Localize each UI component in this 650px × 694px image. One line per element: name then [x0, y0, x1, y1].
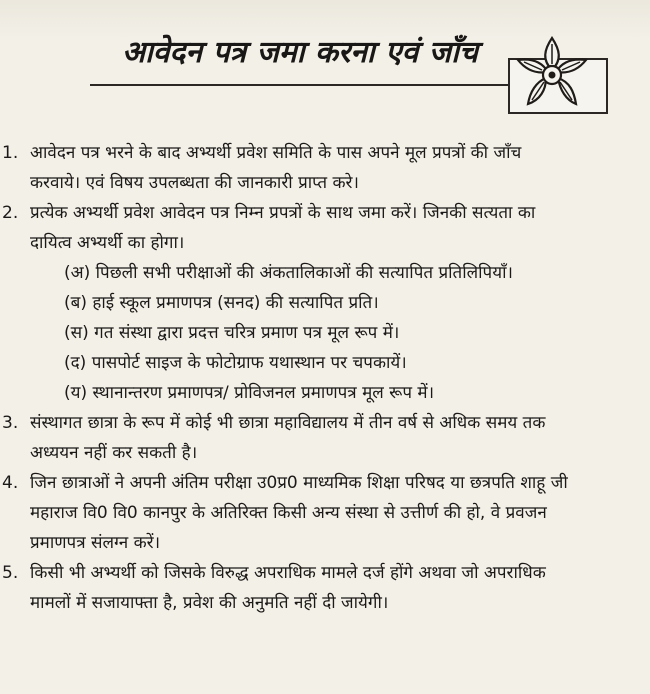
instruction-list: [0, 138, 650, 618]
item-number: 2.: [2, 203, 19, 223]
list-item-1: [0, 138, 650, 198]
item-number: 4.: [2, 473, 19, 493]
item-text-line: महाराज वि0 वि0 कानपुर के अतिरिक्त किसी अन्य संस्था से उत्तीर्ण की हो, वे प्रवजन: [30, 503, 547, 523]
item-number: 1.: [2, 143, 19, 163]
sub-item: (द) पासपोर्ट साइज के फोटोग्राफ यथास्थान पर चपकायें।: [64, 353, 407, 373]
item-text-line: संस्थागत छात्रा के रूप में कोई भी छात्रा महाविद्यालय में तीन वर्ष से अधिक समय तक: [30, 413, 546, 433]
list-item-2: [0, 198, 650, 408]
sub-item: (स) गत संस्था द्वारा प्रदत्त चरित्र प्रमाण पत्र मूल रूप में।: [64, 323, 400, 343]
list-item-3: [0, 408, 650, 468]
heading-block: [90, 28, 510, 92]
sub-item: (य) स्थानान्तरण प्रमाणपत्र/ प्रोविजनल प्रमाणपत्र मूल रूप में।: [64, 383, 435, 403]
page-title: आवेदन पत्र जमा करना एवं जाँच: [122, 35, 478, 70]
list-item-5: [0, 558, 650, 618]
item-text-line: आवेदन पत्र भरने के बाद अभ्यर्थी प्रवेश समिति के पास अपने मूल प्रपत्रों की जाँच: [30, 143, 522, 163]
item-text-line: जिन छात्राओं ने अपनी अंतिम परीक्षा उ0प्र0 माध्यमिक शिक्षा परिषद या छत्रपति शाहू जी: [30, 473, 568, 493]
item-text-line: मामलों में सजायाफ्ता है, प्रवेश की अनुमति नहीं दी जायेगी।: [30, 593, 389, 613]
sub-list: [30, 258, 644, 408]
item-text-line: प्रत्येक अभ्यर्थी प्रवेश आवेदन पत्र निम्न प्रपत्रों के साथ जमा करें। जिनकी सत्यता का: [30, 203, 536, 223]
flower-ornament-icon: [506, 30, 598, 122]
heading-underline: [90, 84, 520, 86]
sub-item: (ब) हाई स्कूल प्रमाणपत्र (सनद) की सत्यापित प्रति।: [64, 293, 379, 313]
item-text-line: किसी भी अभ्यर्थी को जिसके विरुद्ध अपराधिक मामले दर्ज होंगे अथवा जो अपराधिक: [30, 563, 546, 583]
item-text-line: दायित्व अभ्यर्थी का होगा।: [30, 233, 185, 253]
sub-item: (अ) पिछली सभी परीक्षाओं की अंकतालिकाओं की सत्यापित प्रतिलिपियाँ।: [64, 263, 513, 283]
item-text-line: करवाये। एवं विषय उपलब्धता की जानकारी प्राप्त करे।: [30, 173, 359, 193]
item-text-line: अध्ययन नहीं कर सकती है।: [30, 443, 198, 463]
item-text-line: प्रमाणपत्र संलग्न करें।: [30, 533, 161, 553]
item-number: 3.: [2, 413, 19, 433]
item-number: 5.: [2, 563, 19, 583]
list-item-4: [0, 468, 650, 558]
